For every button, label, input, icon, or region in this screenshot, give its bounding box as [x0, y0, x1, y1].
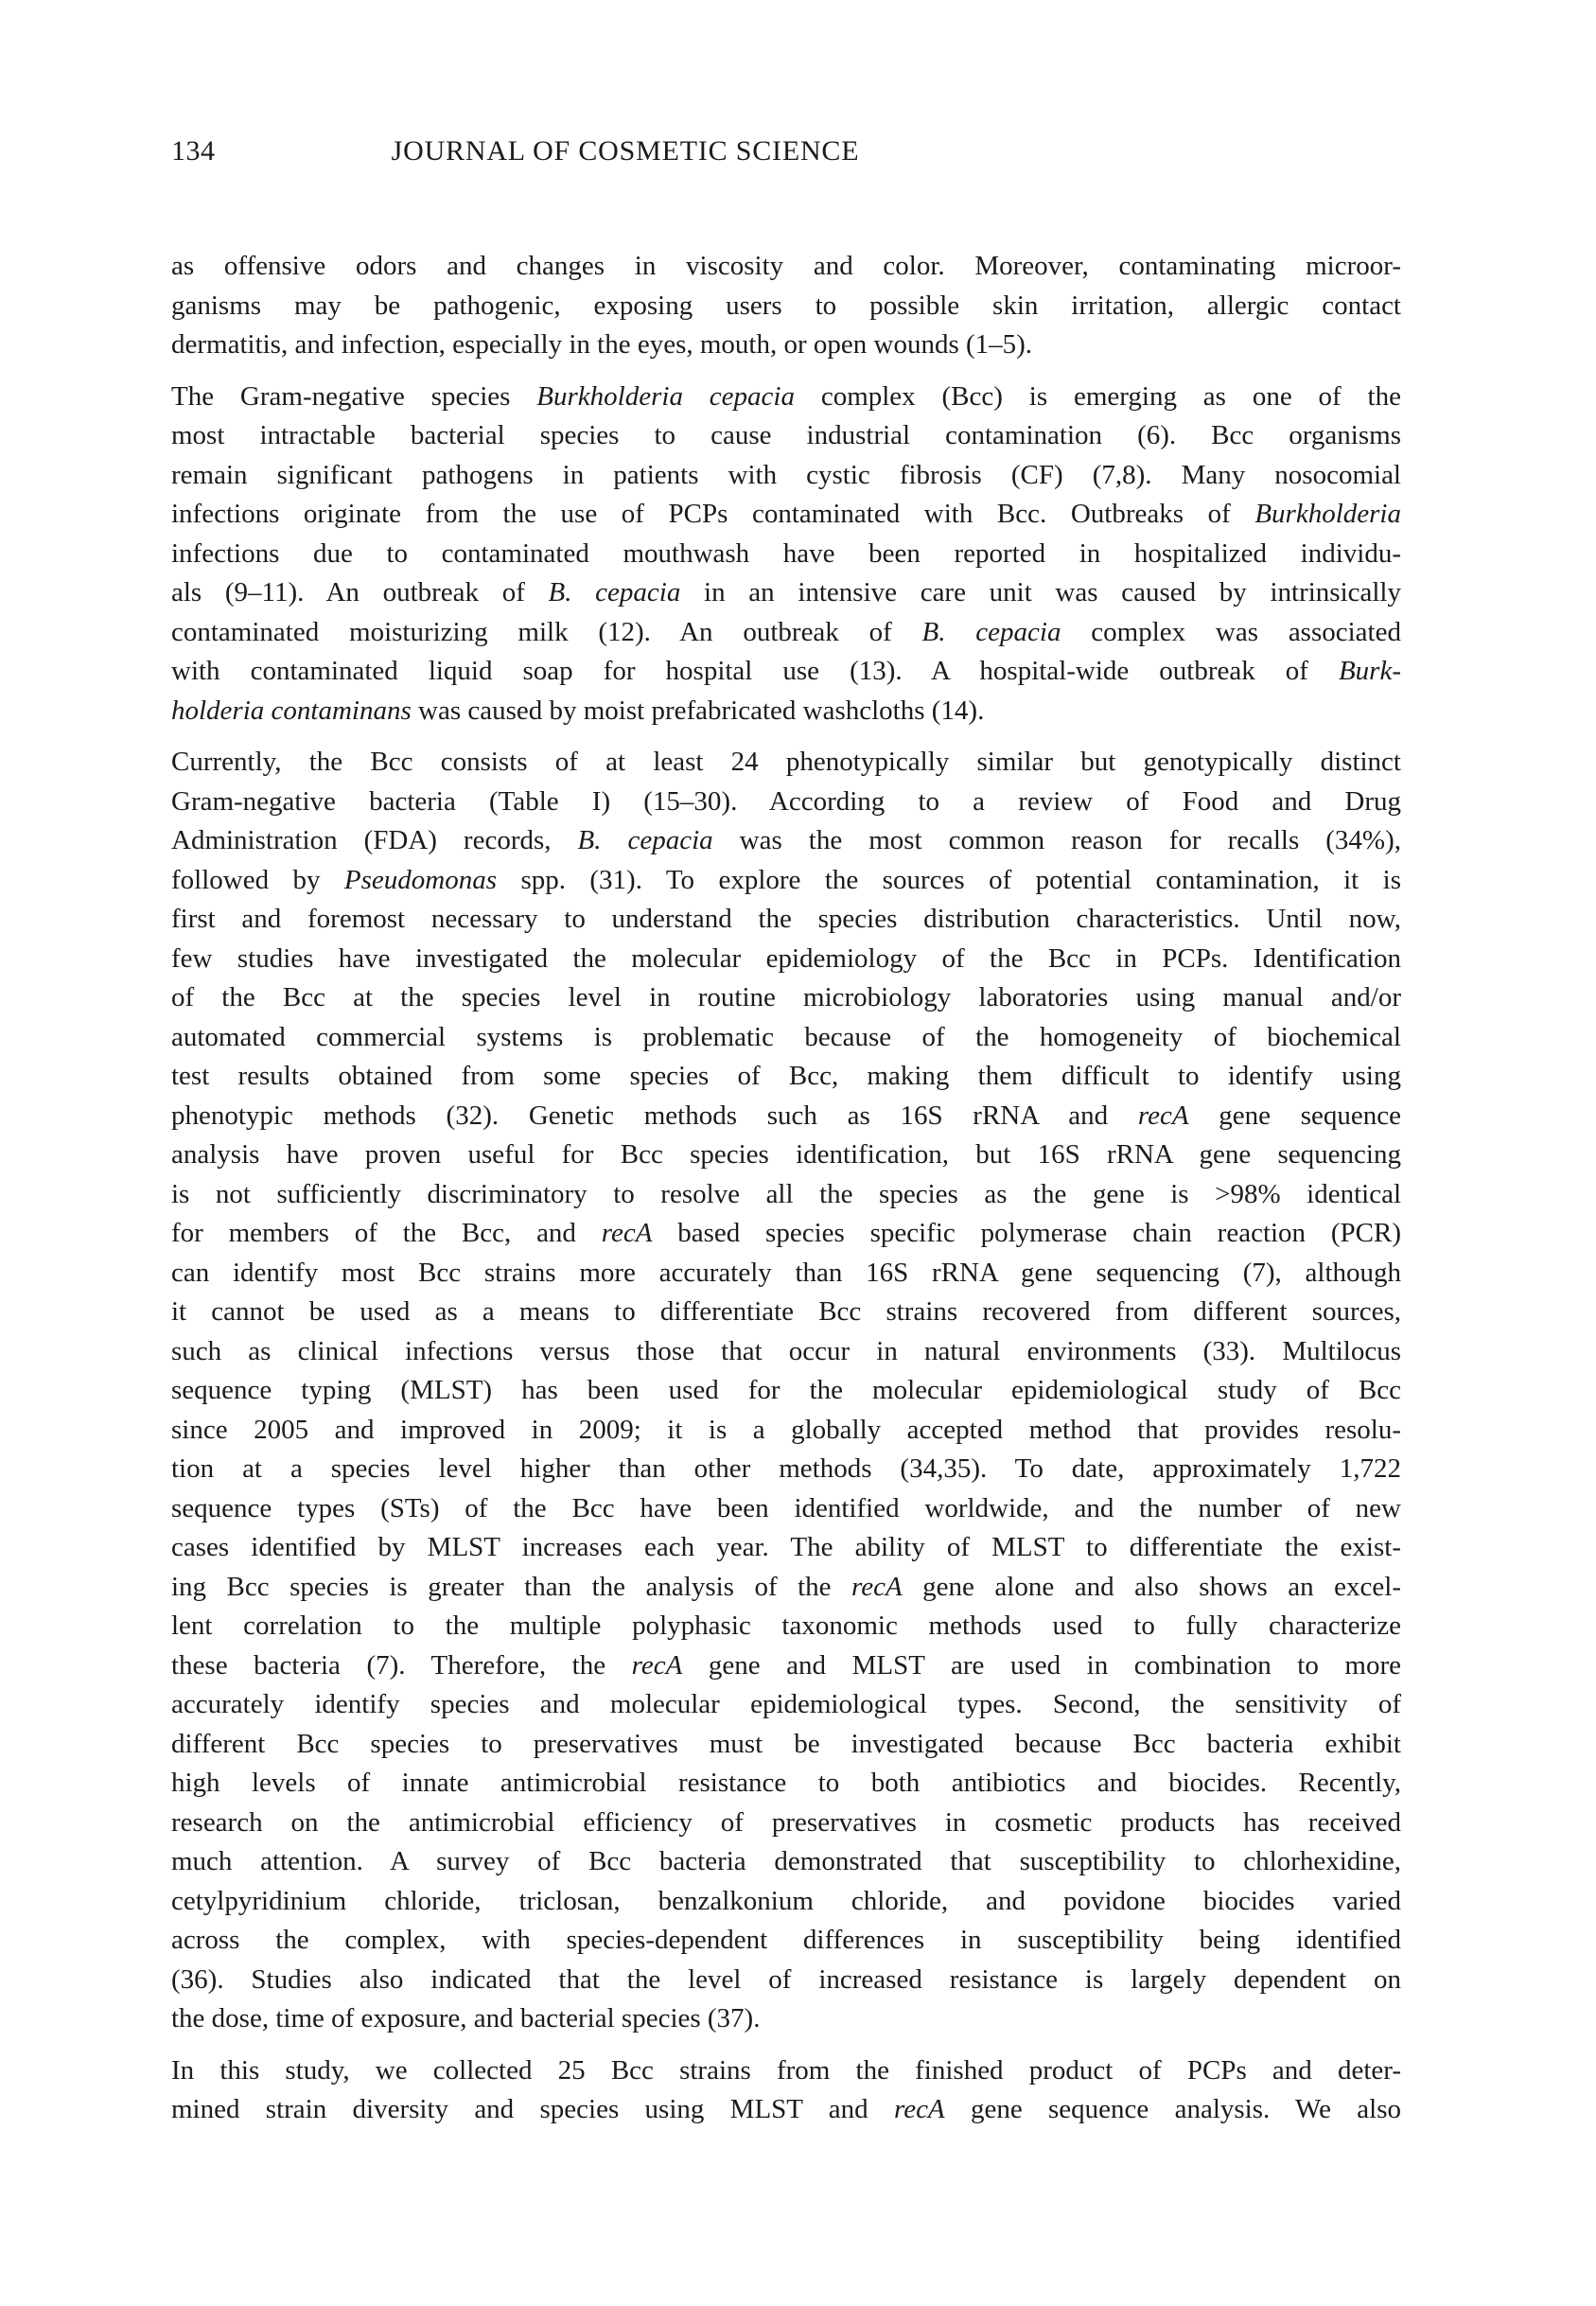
text-line — [171, 1214, 1401, 1254]
body-text: cases identified by MLST increases each year. The ability of MLST to differentiate the exist- — [171, 1532, 1401, 1562]
body-text: most intractable bacterial species to cause industrial contamination (6). Bcc organisms — [171, 420, 1401, 450]
body-text: accurately identify species and molecular epidemiological types. Second, the sensitivity of — [171, 1689, 1401, 1719]
body-text: was the most common reason for recalls (34%), — [712, 825, 1401, 855]
body-text: mined strain diversity and species using MLST and — [171, 2094, 894, 2124]
body-text: high levels of innate antimicrobial resistance to both antibiotics and biocides. Recently, — [171, 1768, 1401, 1798]
text-line — [171, 1685, 1401, 1725]
text-line — [171, 692, 1401, 731]
text-line — [171, 783, 1401, 822]
body-text: lent correlation to the multiple polyphasic taxonomic methods used to fully characterize — [171, 1611, 1401, 1641]
body-text: automated commercial systems is problematic because of the homogeneity of biochemical — [171, 1021, 1401, 1052]
body-text: spp. (31). To explore the sources of potential contamination, it is — [497, 864, 1401, 895]
body-text: first and foremost necessary to understand the species distribution characteristics. Until now, — [171, 904, 1401, 934]
body-text: for members of the Bcc, and — [171, 1218, 602, 1248]
text-line — [171, 287, 1401, 326]
body-text: as offensive odors and changes in viscosity and color. Moreover, contaminating microor- — [171, 251, 1401, 281]
body-text: was caused by moist prefabricated washcloths (14). — [411, 695, 985, 726]
italic-text: recA — [893, 2094, 945, 2124]
body-text: (36). Studies also indicated that the level of increased resistance is largely dependent on — [171, 1963, 1401, 1995]
body-text: Administration (FDA) records, — [171, 825, 578, 855]
body-text: als (9–11). An outbreak of — [171, 577, 549, 607]
body-text: complex (Bcc) is emerging as one of the — [794, 380, 1401, 412]
body-text: in an intensive care unit was caused by intrinsically — [680, 577, 1401, 607]
text-line — [171, 1411, 1401, 1451]
text-line — [171, 326, 1401, 365]
body-text: gene sequence — [1188, 1100, 1401, 1131]
text-line — [171, 1842, 1401, 1882]
text-line — [171, 1057, 1401, 1097]
italic-text: recA — [631, 1649, 683, 1681]
text-line — [171, 978, 1401, 1018]
body-text: infections due to contaminated mouthwash have been reported in hospitalized individu- — [171, 537, 1401, 569]
text-line — [171, 1725, 1401, 1765]
text-line — [171, 1371, 1401, 1411]
text-line — [171, 821, 1401, 861]
text-line — [171, 1999, 1401, 2039]
body-text: remain significant pathogens in patients with cystic fibrosis (CF) (7,8). Many nosocomial — [171, 459, 1401, 490]
body-text: dermatitis, and infection, especially in the eyes, mouth, or open wounds (1–5). — [171, 329, 1033, 360]
text-line — [171, 1646, 1401, 1686]
italic-text: Pseudomonas — [343, 864, 498, 895]
text-line — [171, 861, 1401, 901]
body-text: sequence typing (MLST) has been used for the molecular epidemiological study of Bcc — [171, 1375, 1401, 1405]
italic-text: B. cepacia — [548, 577, 681, 607]
text-line — [171, 1254, 1401, 1294]
body-text: different Bcc species to preservatives must be investigated because Bcc bacteria exhibit — [171, 1728, 1401, 1759]
body-text: In this study, we collected 25 Bcc strains from the finished product of PCPs and deter- — [171, 2054, 1401, 2086]
text-line — [171, 1332, 1401, 1372]
article-body — [171, 247, 1401, 2130]
text-line — [171, 1764, 1401, 1804]
body-text: ing Bcc species is greater than the analysis of the — [171, 1571, 852, 1602]
text-line — [171, 2051, 1401, 2091]
italic-text: recA — [1137, 1100, 1189, 1131]
text-line — [171, 247, 1401, 287]
body-text: such as clinical infections versus those that occur in natural environments (33). Multilocus — [171, 1335, 1401, 1366]
text-line — [171, 1135, 1401, 1175]
text-line — [171, 1489, 1401, 1529]
text-line — [171, 378, 1401, 417]
text-line — [171, 1921, 1401, 1961]
text-line — [171, 416, 1401, 456]
text-line — [171, 1097, 1401, 1136]
body-text: gene alone and also shows an excel- — [902, 1571, 1401, 1602]
paragraph — [171, 378, 1401, 731]
body-text: test results obtained from some species of Bcc, making them difficult to identify using — [171, 1061, 1401, 1091]
body-text: research on the antimicrobial efficiency of preservatives in cosmetic products has received — [171, 1806, 1401, 1838]
body-text: followed by — [171, 864, 344, 895]
text-line — [171, 1175, 1401, 1215]
text-line — [171, 456, 1401, 496]
text-line — [171, 1568, 1401, 1608]
text-line — [171, 613, 1401, 653]
italic-text: B. cepacia — [577, 825, 713, 855]
body-text: complex was associated — [1061, 616, 1401, 647]
body-text: it cannot be used as a means to differentiate Bcc strains recovered from different sources, — [171, 1296, 1401, 1327]
body-text: Currently, the Bcc consists of at least 24 phenotypically similar but genotypically distinct — [171, 747, 1401, 777]
journal-title: JOURNAL OF COSMETIC SCIENCE — [391, 135, 860, 167]
body-text: much attention. A survey of Bcc bacteria demonstrated that susceptibility to chlorhexidine, — [171, 1846, 1401, 1876]
text-line — [171, 495, 1401, 535]
text-line — [171, 535, 1401, 574]
text-line — [171, 743, 1401, 783]
text-line — [171, 2090, 1401, 2130]
body-text: cetylpyridinium chloride, triclosan, benzalkonium chloride, and povidone biocides varied — [171, 1885, 1401, 1916]
text-line — [171, 573, 1401, 613]
body-text: of the Bcc at the species level in routine microbiology laboratories using manual and/or — [171, 982, 1401, 1012]
paragraph — [171, 2051, 1401, 2130]
italic-text: recA — [851, 1571, 903, 1602]
body-text: phenotypic methods (32). Genetic methods such as 16S rRNA and — [171, 1100, 1138, 1131]
body-text: ganisms may be pathogenic, exposing users to possible skin irritation, allergic contact — [171, 290, 1401, 321]
body-text: contaminated moisturizing milk (12). An outbreak of — [171, 616, 922, 647]
body-text: with contaminated liquid soap for hospital use (13). A hospital-wide outbreak of — [171, 656, 1339, 686]
body-text: few studies have investigated the molecular epidemiology of the Bcc in PCPs. Identification — [171, 942, 1401, 974]
italic-text: Burkholderia cepacia — [536, 380, 795, 412]
text-line — [171, 1018, 1401, 1058]
italic-text: holderia contaminans — [171, 695, 412, 726]
body-text: analysis have proven useful for Bcc species identification, but 16S rRNA gene sequencing — [171, 1139, 1401, 1170]
text-line — [171, 652, 1401, 692]
body-text: since 2005 and improved in 2009; it is a globally accepted method that provides resolu- — [171, 1414, 1401, 1445]
paragraph — [171, 247, 1401, 365]
text-line — [171, 1607, 1401, 1646]
body-text: The Gram-negative species — [171, 380, 537, 412]
text-line — [171, 940, 1401, 979]
body-text: gene and MLST are used in combination to more — [682, 1649, 1401, 1681]
italic-text: Burkholderia — [1254, 499, 1401, 529]
body-text: based species specific polymerase chain reaction (PCR) — [652, 1218, 1401, 1248]
body-text: can identify most Bcc strains more accurately than 16S rRNA gene sequencing (7), although — [171, 1257, 1401, 1288]
body-text: these bacteria (7). Therefore, the — [171, 1649, 632, 1681]
text-line — [171, 1293, 1401, 1332]
italic-text: Burk- — [1338, 656, 1401, 686]
text-line — [171, 1450, 1401, 1489]
italic-text: recA — [601, 1218, 653, 1248]
text-line — [171, 1882, 1401, 1922]
body-text: infections originate from the use of PCPs contaminated with Bcc. Outbreaks of — [171, 499, 1255, 529]
page-number: 134 — [171, 135, 216, 167]
body-text: gene sequence analysis. We also — [944, 2094, 1401, 2124]
body-text: the dose, time of exposure, and bacterial species (37). — [171, 2003, 761, 2033]
body-text: is not sufficiently discriminatory to resolve all the species as the gene is >98% identical — [171, 1178, 1401, 1209]
text-line — [171, 900, 1401, 940]
text-line — [171, 1804, 1401, 1843]
text-line — [171, 1528, 1401, 1568]
paragraph — [171, 743, 1401, 2039]
body-text: sequence types (STs) of the Bcc have been identified worldwide, and the number of new — [171, 1492, 1401, 1523]
body-text: Gram-negative bacteria (Table I) (15–30). According to a review of Food and Drug — [171, 785, 1401, 817]
body-text: tion at a species level higher than other methods (34,35). To date, approximately 1,722 — [171, 1453, 1401, 1484]
text-line — [171, 1961, 1401, 2000]
italic-text: B. cepacia — [921, 616, 1061, 647]
body-text: across the complex, with species-dependent differences in susceptibility being identified — [171, 1925, 1401, 1955]
running-head — [171, 0, 1401, 169]
